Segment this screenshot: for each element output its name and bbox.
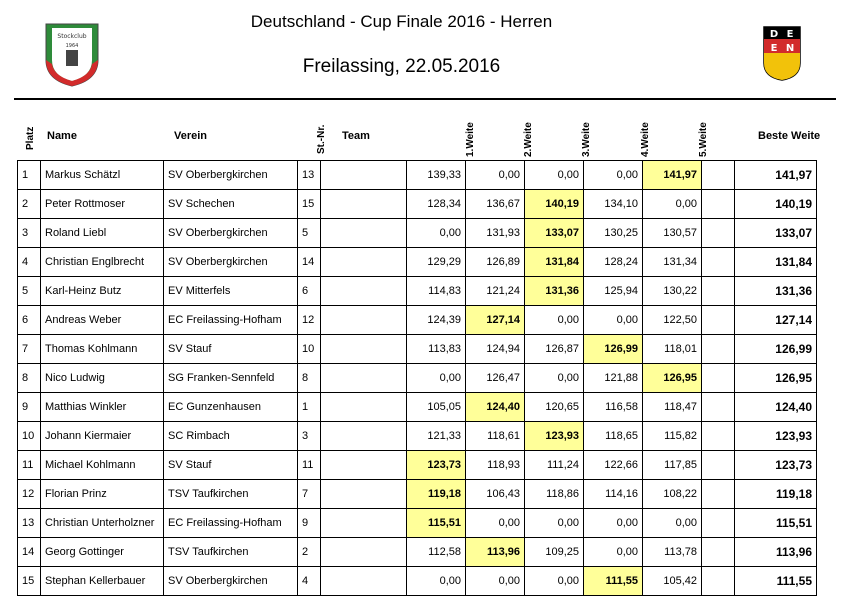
- logo-letter-4: N: [785, 43, 795, 54]
- distance-4-cell: 128,24: [584, 248, 643, 277]
- distance-1-cell: 113,83: [407, 335, 466, 364]
- club-logo: [42, 20, 102, 88]
- team-cell: [321, 451, 407, 480]
- start-number-cell: 2: [298, 538, 321, 567]
- best-distance-cell: 113,96: [735, 538, 817, 567]
- table-row: [18, 161, 817, 190]
- results-table: [17, 160, 817, 596]
- table-row: [18, 248, 817, 277]
- column-gap: [702, 161, 735, 190]
- distance-5-cell: 118,01: [643, 335, 702, 364]
- team-cell: [321, 567, 407, 596]
- distance-1-cell: 115,51: [407, 509, 466, 538]
- distance-5-cell: 117,85: [643, 451, 702, 480]
- column-gap: [702, 364, 735, 393]
- distance-4-cell: 111,55: [584, 567, 643, 596]
- distance-5-cell: 115,82: [643, 422, 702, 451]
- distance-2-cell: 113,96: [466, 538, 525, 567]
- best-distance-cell: 123,93: [735, 422, 817, 451]
- start-number-cell: 5: [298, 219, 321, 248]
- rank-cell: 11: [18, 451, 41, 480]
- distance-2-cell: 131,93: [466, 219, 525, 248]
- table-row: [18, 306, 817, 335]
- best-distance-cell: 111,55: [735, 567, 817, 596]
- best-distance-cell: 124,40: [735, 393, 817, 422]
- name-cell: Nico Ludwig: [41, 364, 164, 393]
- rank-cell: 12: [18, 480, 41, 509]
- club-cell: SV Stauf: [164, 451, 298, 480]
- name-cell: Johann Kiermaier: [41, 422, 164, 451]
- team-cell: [321, 422, 407, 451]
- distance-1-cell: 139,33: [407, 161, 466, 190]
- distance-3-cell: 123,93: [525, 422, 584, 451]
- rank-cell: 13: [18, 509, 41, 538]
- col-header-w4: 4.Weite: [640, 122, 651, 157]
- name-cell: Karl-Heinz Butz: [41, 277, 164, 306]
- start-number-cell: 6: [298, 277, 321, 306]
- rank-cell: 8: [18, 364, 41, 393]
- distance-1-cell: 121,33: [407, 422, 466, 451]
- club-cell: SC Rimbach: [164, 422, 298, 451]
- team-cell: [321, 393, 407, 422]
- distance-3-cell: 0,00: [525, 161, 584, 190]
- column-gap: [702, 538, 735, 567]
- distance-3-cell: 118,86: [525, 480, 584, 509]
- col-header-w1: 1.Weite: [465, 122, 476, 157]
- best-distance-cell: 140,19: [735, 190, 817, 219]
- table-row: [18, 219, 817, 248]
- column-gap: [702, 219, 735, 248]
- distance-4-cell: 126,99: [584, 335, 643, 364]
- logo-year: 1964: [65, 43, 79, 49]
- best-distance-cell: 115,51: [735, 509, 817, 538]
- logo-text-top: Stockclub: [57, 33, 87, 40]
- logo-letter-1: D: [769, 29, 779, 40]
- best-distance-cell: 127,14: [735, 306, 817, 335]
- name-cell: Georg Gottinger: [41, 538, 164, 567]
- distance-4-cell: 118,65: [584, 422, 643, 451]
- distance-5-cell: 130,57: [643, 219, 702, 248]
- logo-text-bottom: Freilassing: [58, 70, 86, 76]
- club-cell: TSV Taufkirchen: [164, 480, 298, 509]
- distance-4-cell: 122,66: [584, 451, 643, 480]
- team-cell: [321, 364, 407, 393]
- distance-2-cell: 121,24: [466, 277, 525, 306]
- distance-3-cell: 0,00: [525, 509, 584, 538]
- table-row: [18, 393, 817, 422]
- best-distance-cell: 131,36: [735, 277, 817, 306]
- start-number-cell: 14: [298, 248, 321, 277]
- distance-1-cell: 129,29: [407, 248, 466, 277]
- col-header-name: Name: [47, 130, 77, 142]
- table-row: [18, 451, 817, 480]
- distance-4-cell: 0,00: [584, 509, 643, 538]
- best-distance-cell: 119,18: [735, 480, 817, 509]
- best-distance-cell: 123,73: [735, 451, 817, 480]
- start-number-cell: 11: [298, 451, 321, 480]
- club-cell: SV Stauf: [164, 335, 298, 364]
- team-cell: [321, 277, 407, 306]
- start-number-cell: 7: [298, 480, 321, 509]
- start-number-cell: 3: [298, 422, 321, 451]
- name-cell: Christian Englbrecht: [41, 248, 164, 277]
- distance-4-cell: 114,16: [584, 480, 643, 509]
- distance-1-cell: 119,18: [407, 480, 466, 509]
- team-cell: [321, 306, 407, 335]
- column-gap: [702, 451, 735, 480]
- distance-1-cell: 0,00: [407, 219, 466, 248]
- team-cell: [321, 248, 407, 277]
- distance-3-cell: 0,00: [525, 567, 584, 596]
- distance-4-cell: 116,58: [584, 393, 643, 422]
- club-cell: EC Gunzenhausen: [164, 393, 298, 422]
- page-subtitle: Freilassing, 22.05.2016: [302, 56, 501, 77]
- distance-1-cell: 112,58: [407, 538, 466, 567]
- distance-5-cell: 0,00: [643, 509, 702, 538]
- distance-5-cell: 118,47: [643, 393, 702, 422]
- rank-cell: 5: [18, 277, 41, 306]
- start-number-cell: 9: [298, 509, 321, 538]
- column-gap: [702, 480, 735, 509]
- rank-cell: 15: [18, 567, 41, 596]
- distance-2-cell: 126,89: [466, 248, 525, 277]
- distance-2-cell: 136,67: [466, 190, 525, 219]
- distance-3-cell: 109,25: [525, 538, 584, 567]
- distance-3-cell: 131,84: [525, 248, 584, 277]
- rank-cell: 3: [18, 219, 41, 248]
- distance-1-cell: 0,00: [407, 567, 466, 596]
- distance-1-cell: 105,05: [407, 393, 466, 422]
- federation-logo: [762, 25, 802, 81]
- col-header-best: Beste Weite: [758, 130, 821, 142]
- distance-4-cell: 134,10: [584, 190, 643, 219]
- distance-3-cell: 120,65: [525, 393, 584, 422]
- distance-2-cell: 106,43: [466, 480, 525, 509]
- distance-5-cell: 126,95: [643, 364, 702, 393]
- name-cell: Roland Liebl: [41, 219, 164, 248]
- table-row: [18, 567, 817, 596]
- table-row: [18, 538, 817, 567]
- results-table-body: [18, 161, 817, 596]
- column-gap: [702, 393, 735, 422]
- distance-1-cell: 123,73: [407, 451, 466, 480]
- rank-cell: 2: [18, 190, 41, 219]
- team-cell: [321, 335, 407, 364]
- best-distance-cell: 141,97: [735, 161, 817, 190]
- rank-cell: 6: [18, 306, 41, 335]
- column-gap: [702, 306, 735, 335]
- start-number-cell: 10: [298, 335, 321, 364]
- table-row: [18, 364, 817, 393]
- col-header-rank: Platz: [25, 126, 36, 150]
- distance-3-cell: 126,87: [525, 335, 584, 364]
- distance-2-cell: 126,47: [466, 364, 525, 393]
- club-cell: EV Mitterfels: [164, 277, 298, 306]
- column-gap: [702, 248, 735, 277]
- distance-2-cell: 124,94: [466, 335, 525, 364]
- col-header-team: Team: [342, 130, 370, 142]
- col-header-w3: 3.Weite: [581, 122, 592, 157]
- distance-5-cell: 131,34: [643, 248, 702, 277]
- table-row: [18, 190, 817, 219]
- column-gap: [702, 335, 735, 364]
- distance-1-cell: 0,00: [407, 364, 466, 393]
- rank-cell: 14: [18, 538, 41, 567]
- start-number-cell: 1: [298, 393, 321, 422]
- distance-2-cell: 0,00: [466, 567, 525, 596]
- rank-cell: 7: [18, 335, 41, 364]
- team-cell: [321, 161, 407, 190]
- distance-1-cell: 128,34: [407, 190, 466, 219]
- distance-2-cell: 0,00: [466, 509, 525, 538]
- start-number-cell: 12: [298, 306, 321, 335]
- club-cell: SV Oberbergkirchen: [164, 567, 298, 596]
- distance-4-cell: 0,00: [584, 161, 643, 190]
- club-cell: SV Schechen: [164, 190, 298, 219]
- start-number-cell: 8: [298, 364, 321, 393]
- table-row: [18, 480, 817, 509]
- distance-3-cell: 111,24: [525, 451, 584, 480]
- column-gap: [702, 567, 735, 596]
- header-divider: [14, 98, 836, 100]
- table-row: [18, 277, 817, 306]
- best-distance-cell: 126,99: [735, 335, 817, 364]
- name-cell: Christian Unterholzner: [41, 509, 164, 538]
- column-gap: [702, 509, 735, 538]
- distance-3-cell: 131,36: [525, 277, 584, 306]
- distance-5-cell: 122,50: [643, 306, 702, 335]
- name-cell: Peter Rottmoser: [41, 190, 164, 219]
- best-distance-cell: 133,07: [735, 219, 817, 248]
- name-cell: Michael Kohlmann: [41, 451, 164, 480]
- team-cell: [321, 190, 407, 219]
- distance-4-cell: 125,94: [584, 277, 643, 306]
- name-cell: Florian Prinz: [41, 480, 164, 509]
- column-gap: [702, 422, 735, 451]
- club-cell: TSV Taufkirchen: [164, 538, 298, 567]
- club-cell: SV Oberbergkirchen: [164, 219, 298, 248]
- distance-4-cell: 130,25: [584, 219, 643, 248]
- table-row: [18, 422, 817, 451]
- best-distance-cell: 131,84: [735, 248, 817, 277]
- table-row: [18, 509, 817, 538]
- distance-4-cell: 0,00: [584, 538, 643, 567]
- distance-5-cell: 113,78: [643, 538, 702, 567]
- column-gap: [702, 277, 735, 306]
- table-row: [18, 335, 817, 364]
- distance-2-cell: 118,61: [466, 422, 525, 451]
- distance-5-cell: 108,22: [643, 480, 702, 509]
- distance-5-cell: 130,22: [643, 277, 702, 306]
- rank-cell: 10: [18, 422, 41, 451]
- distance-2-cell: 124,40: [466, 393, 525, 422]
- start-number-cell: 4: [298, 567, 321, 596]
- distance-5-cell: 105,42: [643, 567, 702, 596]
- club-cell: SV Oberbergkirchen: [164, 248, 298, 277]
- col-header-start: St.-Nr.: [316, 124, 327, 154]
- distance-3-cell: 0,00: [525, 306, 584, 335]
- name-cell: Markus Schätzl: [41, 161, 164, 190]
- distance-1-cell: 114,83: [407, 277, 466, 306]
- column-gap: [702, 190, 735, 219]
- rank-cell: 1: [18, 161, 41, 190]
- col-header-w2: 2.Weite: [523, 122, 534, 157]
- name-cell: Thomas Kohlmann: [41, 335, 164, 364]
- distance-5-cell: 141,97: [643, 161, 702, 190]
- name-cell: Matthias Winkler: [41, 393, 164, 422]
- club-cell: SG Franken-Sennfeld: [164, 364, 298, 393]
- rank-cell: 4: [18, 248, 41, 277]
- distance-3-cell: 133,07: [525, 219, 584, 248]
- distance-2-cell: 0,00: [466, 161, 525, 190]
- team-cell: [321, 509, 407, 538]
- team-cell: [321, 480, 407, 509]
- logo-letter-3: E: [770, 43, 778, 54]
- distance-2-cell: 127,14: [466, 306, 525, 335]
- club-cell: EC Freilassing-Hofham: [164, 306, 298, 335]
- name-cell: Stephan Kellerbauer: [41, 567, 164, 596]
- page-title: Deutschland - Cup Finale 2016 - Herren: [250, 12, 553, 31]
- col-header-w5: 5.Weite: [698, 122, 709, 157]
- team-cell: [321, 538, 407, 567]
- name-cell: Andreas Weber: [41, 306, 164, 335]
- distance-2-cell: 118,93: [466, 451, 525, 480]
- distance-5-cell: 0,00: [643, 190, 702, 219]
- distance-3-cell: 140,19: [525, 190, 584, 219]
- club-cell: SV Oberbergkirchen: [164, 161, 298, 190]
- distance-4-cell: 121,88: [584, 364, 643, 393]
- col-header-club: Verein: [174, 130, 208, 142]
- distance-3-cell: 0,00: [525, 364, 584, 393]
- start-number-cell: 13: [298, 161, 321, 190]
- distance-4-cell: 0,00: [584, 306, 643, 335]
- best-distance-cell: 126,95: [735, 364, 817, 393]
- start-number-cell: 15: [298, 190, 321, 219]
- club-cell: EC Freilassing-Hofham: [164, 509, 298, 538]
- logo-letter-2: E: [786, 29, 794, 40]
- rank-cell: 9: [18, 393, 41, 422]
- team-cell: [321, 219, 407, 248]
- distance-1-cell: 124,39: [407, 306, 466, 335]
